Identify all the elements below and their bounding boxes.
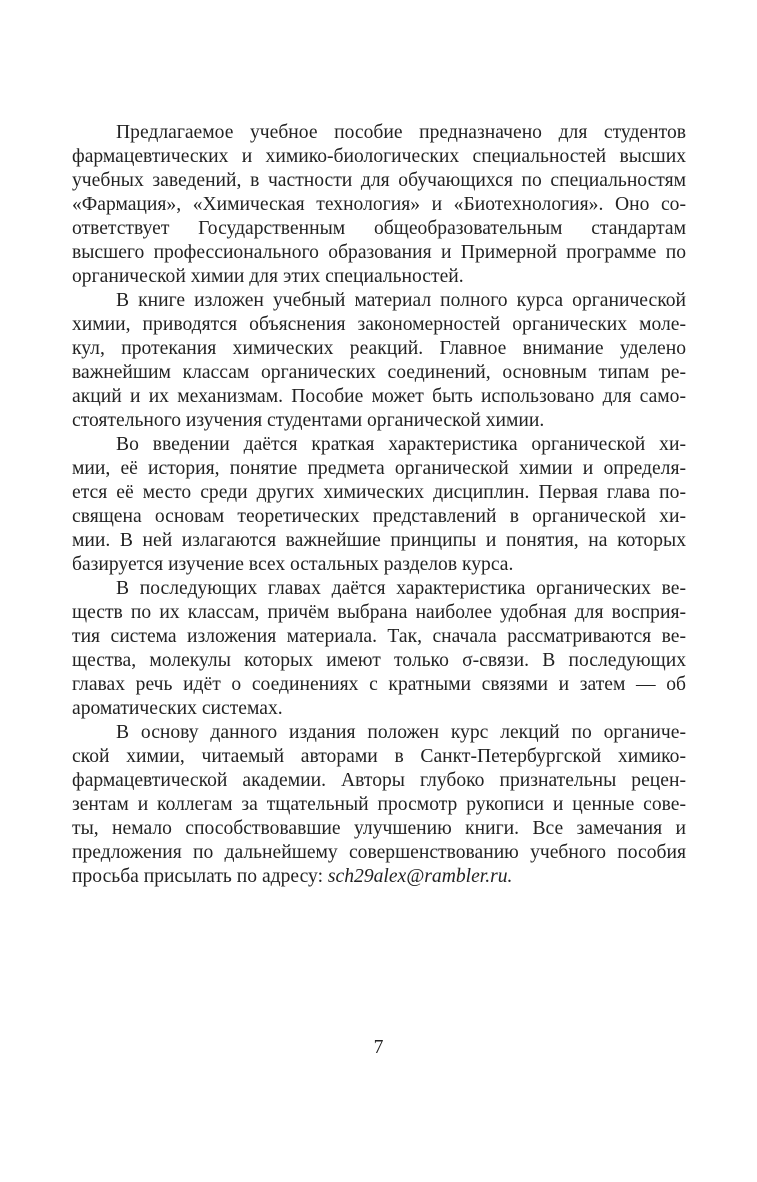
email-address: sch29alex@rambler.ru. [327,866,513,887]
paragraph-5 [72,721,686,889]
page-body [72,121,686,889]
text-line: предложения по дальнейшему совершенствованию учебного пособия [72,842,686,863]
text-line: кул, протекания химических реакций. Главное внимание уделено [72,338,686,359]
text-line: ты, немало способствовавшие улучшению книги. Все замечания и [72,818,686,839]
text-line: ществ по их классам, причём выбрана наиболее удобная для восприя- [72,602,686,623]
text-line: высшего профессионального образования и Примерной программе по [72,242,686,263]
text-line: зентам и коллегам за тщательный просмотр рукописи и ценные сове- [72,794,686,815]
text-line: мии, её история, понятие предмета органической химии и определя- [72,458,686,479]
text-line: ской химии, читаемый авторами в Санкт-Петербургской химико- [72,746,686,767]
text-line: священа основам теоретических представлений в органической хи- [72,506,686,527]
text-line: В основу данного издания положен курс лекций по органиче- [116,722,686,743]
text-line: важнейшим классам органических соединений, основным типам ре- [72,362,686,383]
text-line: Во введении даётся краткая характеристика органической хи- [116,434,686,455]
paragraph-3 [72,433,686,577]
text-line: фармацевтической академии. Авторы глубоко признательны рецен- [72,770,686,791]
text-line: «Фармация», «Химическая технология» и «Биотехнология». Оно со- [72,194,686,215]
text-line: тия система изложения материала. Так, сначала рассматриваются ве- [72,626,686,647]
text-line: щества, молекулы которых имеют только σ-связи. В последующих [72,650,686,671]
text-line: учебных заведений, в частности для обучающихся по специальностям [72,170,686,191]
text-line: акций и их механизмам. Пособие может быть использовано для само- [72,386,686,407]
text-line: В последующих главах даётся характеристика органических ве- [116,578,686,599]
paragraph-2 [72,289,686,433]
text-line: базируется изучение всех остальных разделов курса. [72,554,514,575]
text-line: мии. В ней излагаются важнейшие принципы и понятия, на которых [72,530,686,551]
last-line-prefix: просьба присылать по адресу: [72,866,328,887]
paragraph-4 [72,577,686,721]
paragraph-1 [72,121,686,289]
text-line: В книге изложен учебный материал полного курса органической [116,290,686,311]
text-line: ется её место среди других химических дисциплин. Первая глава по- [72,482,686,503]
text-line: фармацевтических и химико-биологических специальностей высших [72,146,686,167]
page-number: 7 [373,1037,384,1058]
text-line: химии, приводятся объяснения закономерностей органических моле- [72,314,686,335]
text-line-with-email [72,865,686,889]
text-line: Предлагаемое учебное пособие предназначено для студентов [116,122,686,143]
text-line: главах речь идёт о соединениях с кратными связями и затем — об [72,674,686,695]
text-line: стоятельного изучения студентами органической химии. [72,410,545,431]
text-line: ароматических системах. [72,698,283,719]
text-line: ответствует Государственным общеобразовательным стандартам [72,218,686,239]
text-line: органической химии для этих специальностей. [72,266,464,287]
